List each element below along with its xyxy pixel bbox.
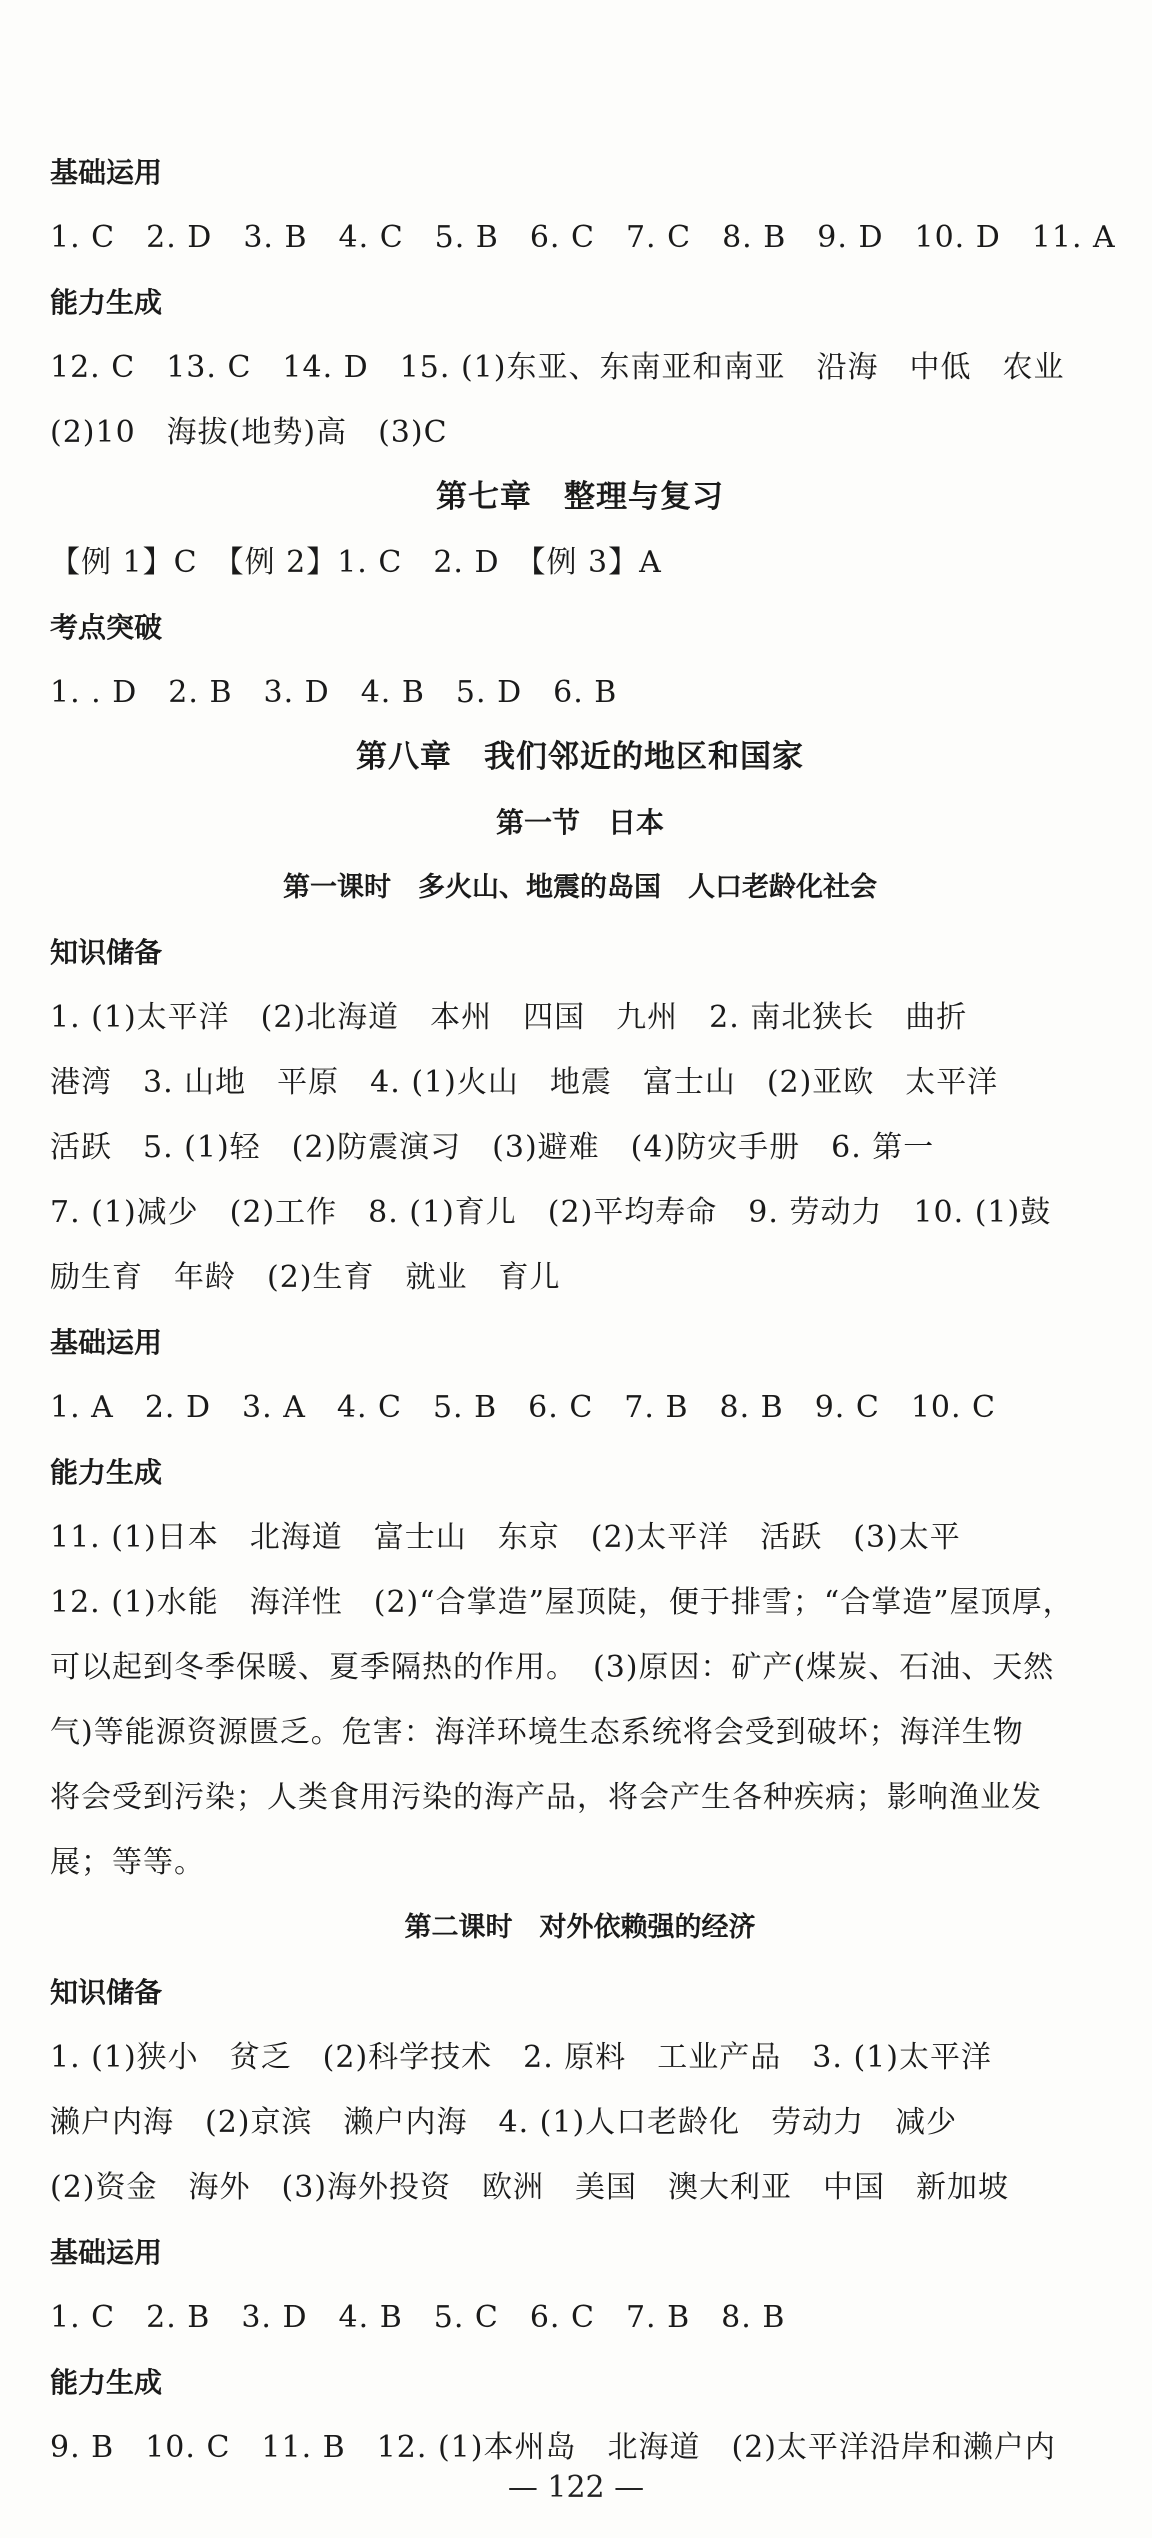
lesson-title: 第一课时 多火山、地震的岛国 人口老龄化社会 — [283, 872, 877, 903]
answer-line: 活跃 5. (1)轻 (2)防震演习 (3)避难 (4)防灾手册 6. 第一 — [50, 1130, 935, 1165]
answer-line: 气)等能源资源匮乏。危害：海洋环境生态系统将会受到破坏；海洋生物 — [50, 1715, 1024, 1750]
section-heading: 能力生成 — [50, 286, 163, 319]
lesson-title: 第二课时 对外依赖强的经济 — [404, 1912, 756, 1943]
answer-line: 1. (1)太平洋 (2)北海道 本州 四国 九州 2. 南北狭长 曲折 — [50, 1000, 968, 1035]
answer-line: 12. (1)水能 海洋性 (2)“合掌造”屋顶陡，便于排雪；“合掌造”屋顶厚， — [50, 1585, 1074, 1620]
chapter-title: 第七章 整理与复习 — [436, 479, 724, 515]
section-heading: 考点突破 — [50, 611, 163, 644]
answer-line: 可以起到冬季保暖、夏季隔热的作用。 (3)原因：矿产(煤炭、石油、天然 — [50, 1650, 1055, 1685]
answer-line: 12. C 13. C 14. D 15. (1)东亚、东南亚和南亚 沿海 中低 农业 — [50, 350, 1065, 385]
answer-line: 励生育 年龄 (2)生育 就业 育儿 — [50, 1260, 561, 1295]
answer-line: 濑户内海 (2)京滨 濑户内海 4. (1)人口老龄化 劳动力 减少 — [50, 2105, 958, 2140]
section-heading: 能力生成 — [50, 1456, 163, 1489]
page-number: — 122 — — [507, 2470, 645, 2505]
section-heading: 知识储备 — [50, 1976, 163, 2009]
answer-line: 11. (1)日本 北海道 富士山 东京 (2)太平洋 活跃 (3)太平 — [50, 1520, 961, 1555]
answer-line: 1. C 2. D 3. B 4. C 5. B 6. C 7. C 8. B 9. D 10. D 11. A — [50, 220, 1116, 255]
answer-line: 【例 1】C 【例 2】1. C 2. D 【例 3】A — [50, 545, 662, 580]
answer-line: 1. A 2. D 3. A 4. C 5. B 6. C 7. B 8. B 9. C 10. C — [50, 1390, 997, 1425]
section-heading: 基础运用 — [50, 1326, 163, 1359]
answer-line: 展；等等。 — [50, 1845, 205, 1880]
answer-line: 1. C 2. B 3. D 4. B 5. C 6. C 7. B 8. B — [50, 2300, 786, 2335]
answer-content — [50, 140, 1116, 2480]
answer-line: (2)10 海拔(地势)高 (3)C — [50, 415, 448, 450]
answer-line: 港湾 3. 山地 平原 4. (1)火山 地震 富士山 (2)亚欧 太平洋 — [50, 1065, 999, 1100]
answer-line: 1. . D 2. B 3. D 4. B 5. D 6. B — [50, 675, 618, 710]
answer-line: (2)资金 海外 (3)海外投资 欧洲 美国 澳大利亚 中国 新加坡 — [50, 2170, 1009, 2205]
answer-line: 9. B 10. C 11. B 12. (1)本州岛 北海道 (2)太平洋沿岸和濑户内 — [50, 2430, 1056, 2465]
section-heading: 基础运用 — [50, 156, 163, 189]
answer-line: 7. (1)减少 (2)工作 8. (1)育儿 (2)平均寿命 9. 劳动力 10. (1)鼓 — [50, 1195, 1052, 1230]
answer-line: 将会受到污染；人类食用污染的海产品，将会产生各种疾病；影响渔业发 — [50, 1780, 1042, 1815]
answer-line: 1. (1)狭小 贫乏 (2)科学技术 2. 原料 工业产品 3. (1)太平洋 — [50, 2040, 992, 2075]
section-heading: 知识储备 — [50, 936, 163, 969]
section-heading: 能力生成 — [50, 2366, 163, 2399]
section-title: 第一节 日本 — [495, 806, 664, 839]
chapter-title: 第八章 我们邻近的地区和国家 — [356, 739, 804, 775]
section-heading: 基础运用 — [50, 2236, 163, 2269]
